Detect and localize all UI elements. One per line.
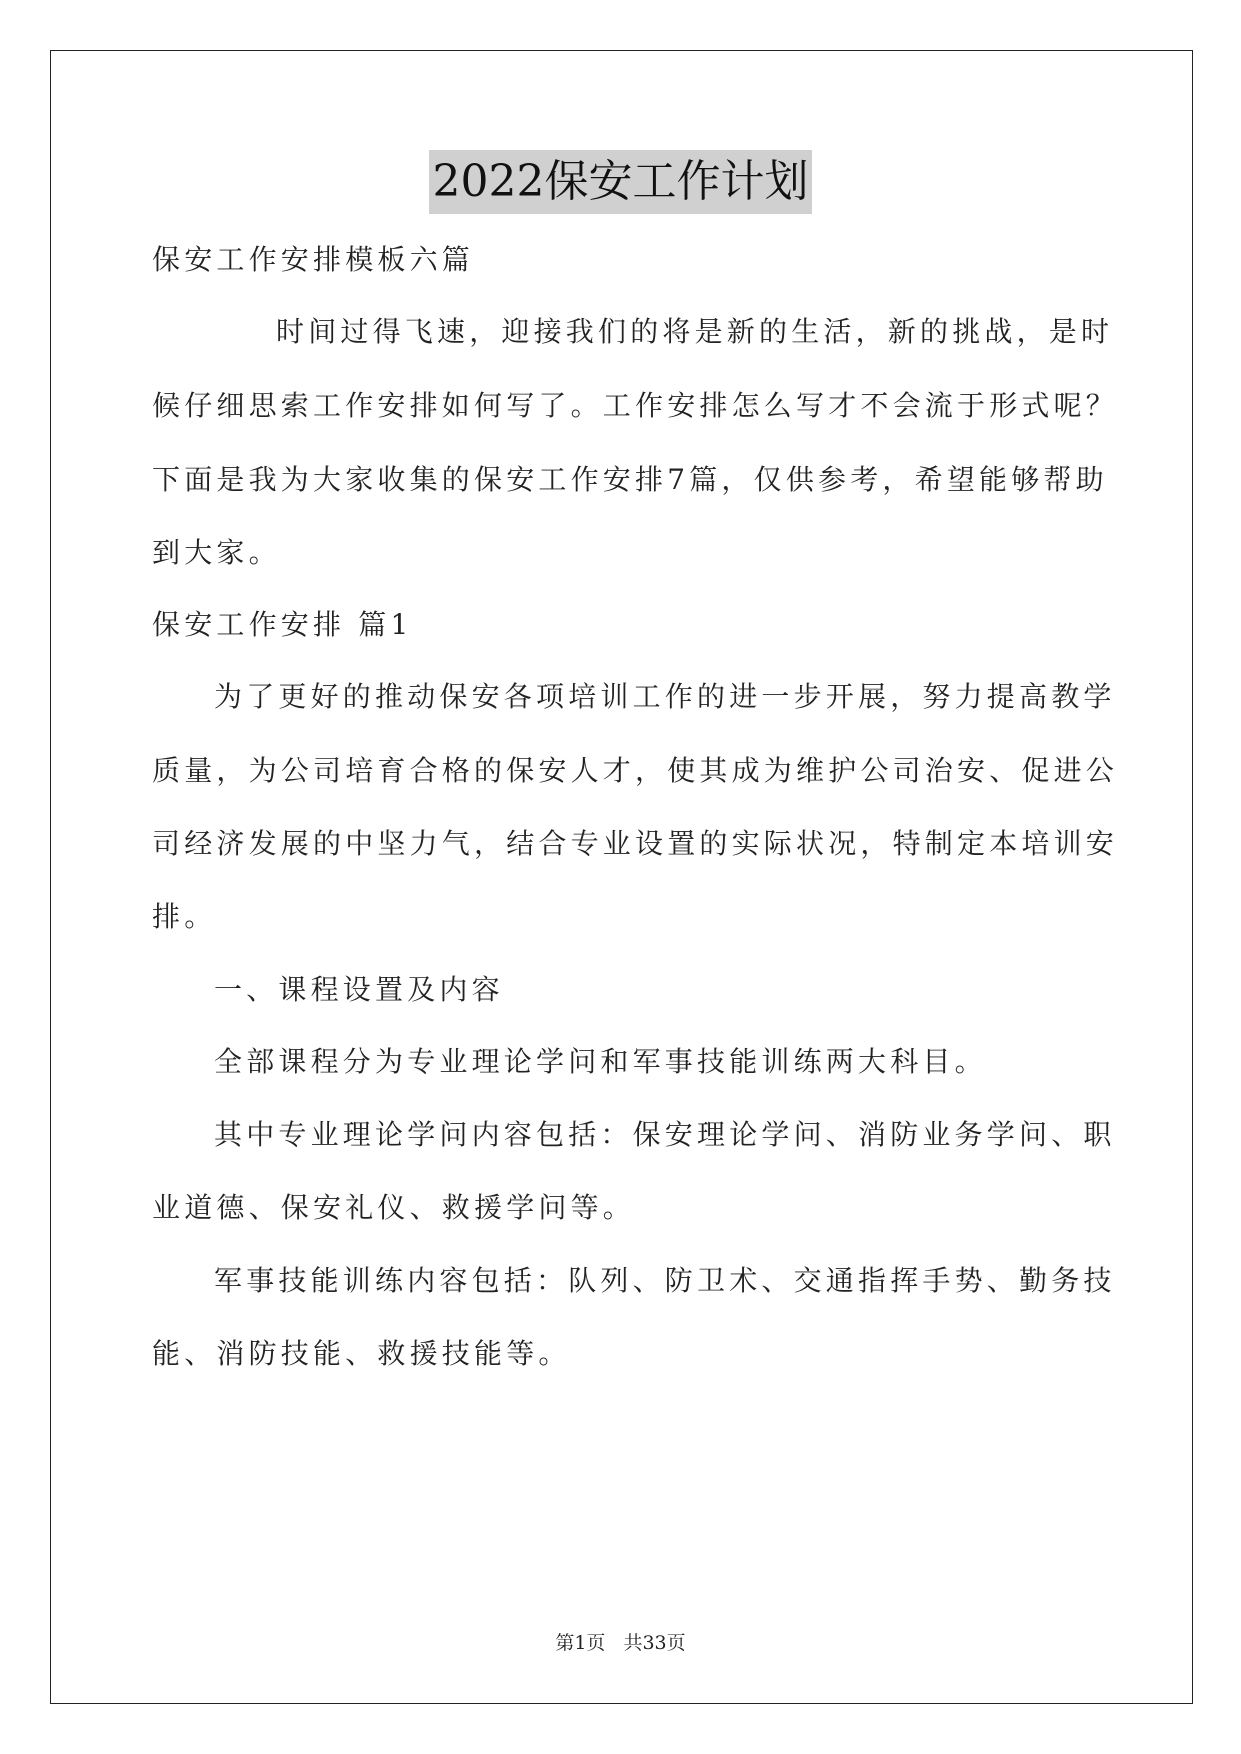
paragraph-line: 候仔细思索工作安排如何写了。工作安排怎么写才不会流于形式呢？ bbox=[152, 389, 1119, 422]
page-total: 共33页 bbox=[623, 1632, 686, 1654]
paragraph-line: 军事技能训练内容包括：队列、防卫术、交通指挥手势、勤务技 bbox=[214, 1264, 1116, 1297]
document-title: 2022保安工作计划 bbox=[429, 150, 813, 214]
subtitle-line: 保安工作安排模板六篇 bbox=[152, 243, 475, 276]
page-number: 第1页 bbox=[555, 1632, 606, 1654]
paragraph-line: 排。 bbox=[152, 900, 217, 933]
title-block bbox=[0, 150, 1241, 214]
paragraph-line: 质量，为公司培育合格的保安人才，使其成为维护公司治安、促进公 bbox=[152, 754, 1119, 787]
paragraph-line: 司经济发展的中坚力气，结合专业设置的实际状况，特制定本培训安 bbox=[152, 827, 1119, 860]
page-border bbox=[50, 50, 1193, 1704]
paragraph-line: 下面是我为大家收集的保安工作安排7篇，仅供参考，希望能够帮助 bbox=[152, 463, 1108, 496]
paragraph-line: 全部课程分为专业理论学问和军事技能训练两大科目。 bbox=[214, 1045, 987, 1078]
page-footer bbox=[0, 1628, 1241, 1655]
paragraph-line: 为了更好的推动保安各项培训工作的进一步开展，努力提高教学 bbox=[214, 680, 1116, 713]
paragraph-line: 业道德、保安礼仪、救援学问等。 bbox=[152, 1191, 636, 1224]
paragraph-line: 时间过得飞速，迎接我们的将是新的生活，新的挑战，是时 bbox=[276, 315, 1114, 348]
paragraph-line: 其中专业理论学问内容包括：保安理论学问、消防业务学问、职 bbox=[214, 1118, 1116, 1151]
subsection-heading: 一、课程设置及内容 bbox=[214, 973, 504, 1006]
paragraph-line: 到大家。 bbox=[152, 536, 281, 569]
paragraph-line: 能、消防技能、救援技能等。 bbox=[152, 1337, 571, 1370]
section-heading: 保安工作安排 篇1 bbox=[152, 608, 413, 641]
